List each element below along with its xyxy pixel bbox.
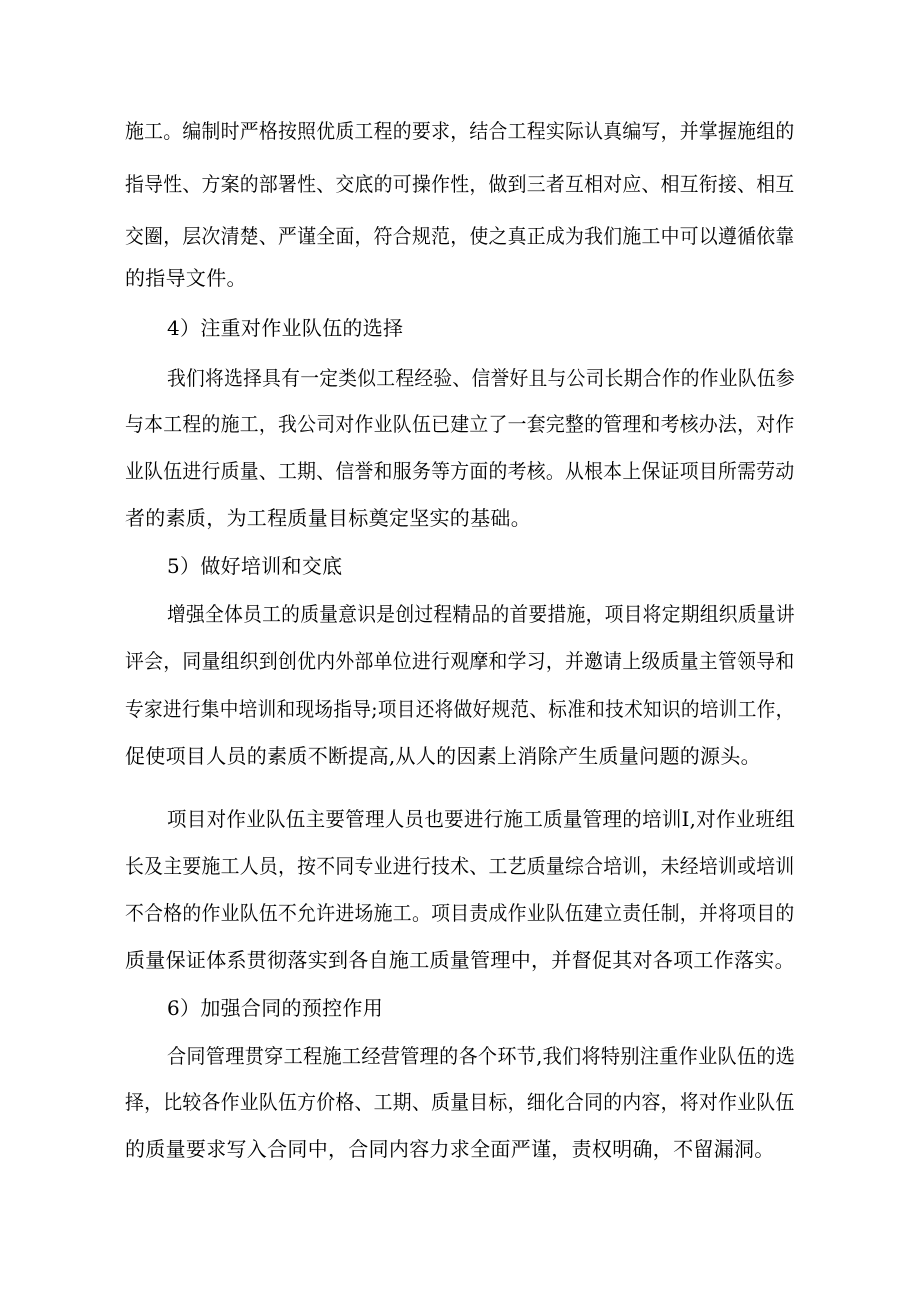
paragraph-line: 的指导文件。 <box>125 266 247 290</box>
paragraph-line: 增强全体员工的质量意识是创过程精品的首要措施，项目将定期组织质量讲 <box>167 602 795 626</box>
paragraph-line: 不合格的作业队伍不允许进场施工。项目责成作业队伍建立责任制，并将项目的 <box>125 901 795 925</box>
paragraph-line: 项目对作业队伍主要管理人员也要进行施工质量管理的培训Ⅰ,对作业班组 <box>167 807 796 831</box>
paragraph-line: 质量保证体系贯彻落实到各自施工质量管理中，并督促其对各项工作落实。 <box>125 948 795 972</box>
paragraph-line: 合同管理贯穿工程施工经营管理的各个环节,我们将特别注重作业队伍的选 <box>167 1044 796 1068</box>
paragraph-line: 择，比较各作业队伍方价格、工期、质量目标，细化合同的内容，将对作业队伍 <box>125 1090 795 1114</box>
paragraph-line: 指导性、方案的部署性、交底的可操作性，做到三者互相对应、相互衔接、相互 <box>125 172 795 196</box>
paragraph-line: 促使项目人员的素质不断提高,从人的因素上消除产生质量问题的源头。 <box>125 744 761 768</box>
paragraph-line: 专家进行集中培训和现场指导;项目还将做好规范、标准和技术知识的培训工作， <box>125 697 795 721</box>
paragraph-line: 施工。编制时严格按照优质工程的要求，结合工程实际认真编写，并掌握施组的 <box>125 119 795 143</box>
paragraph-line: 评会，同量组织到创优内外部单位进行观摩和学习，并邀请上级质量主管领导和 <box>125 649 795 673</box>
paragraph-line: 者的素质，为工程质量目标奠定坚实的基础。 <box>125 506 531 530</box>
paragraph-line: 的质量要求写入合同中，合同内容力求全面严谨，责权明确，不留漏洞。 <box>125 1137 775 1161</box>
section-heading: 4）注重对作业队伍的选择 <box>167 316 404 340</box>
paragraph-line: 我们将选择具有一定类似工程经验、信誉好且与公司长期合作的作业队伍参 <box>167 366 795 390</box>
paragraph-line: 长及主要施工人员，按不同专业进行技术、工艺质量综合培训，未经培训或培训 <box>125 854 795 878</box>
section-heading: 6）加强合同的预控作用 <box>167 996 384 1020</box>
section-heading: 5）做好培训和交底 <box>167 554 343 578</box>
paragraph-line: 业队伍进行质量、工期、信誉和服务等方面的考核。从根本上保证项目所需劳动 <box>125 459 795 483</box>
paragraph-line: 与本工程的施工，我公司对作业队伍已建立了一套完整的管理和考核办法，对作 <box>125 412 795 436</box>
paragraph-line: 交圈，层次清楚、严谨全面，符合规范，使之真正成为我们施工中可以遵循依靠 <box>125 224 795 248</box>
